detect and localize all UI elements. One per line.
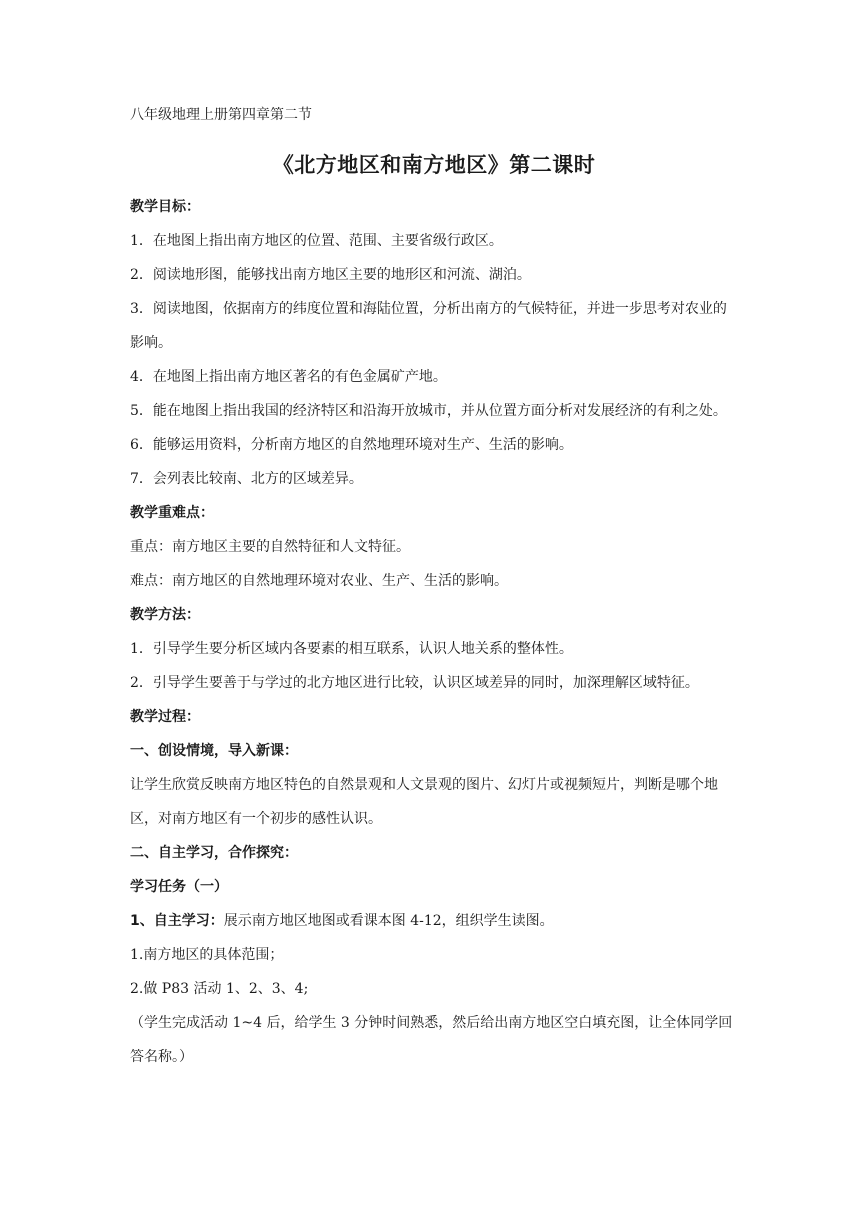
objective-3: 3．阅读地图，依据南方的纬度位置和海陆位置，分析出南方的气候特征，并进一步思考对农业的影响。 (130, 301, 727, 351)
objectives-heading: 教学目标： (130, 199, 200, 215)
objective-4: 4．在地图上指出南方地区著名的有色金属矿产地。 (130, 369, 447, 385)
self-study-text: 展示南方地区地图或看课本图 4-12，组织学生读图。 (223, 913, 554, 929)
section1-text: 让学生欣赏反映南方地区特色的自然景观和人文景观的图片、幻灯片或视频短片，判断是哪个地区，对南方地区有一个初步的感性认识。 (130, 777, 718, 827)
method-1: 1．引导学生要分析区域内各要素的相互联系，认识人地关系的整体性。 (130, 641, 573, 657)
objective-2: 2．阅读地形图，能够找出南方地区主要的地形区和河流、湖泊。 (130, 267, 531, 283)
methods-heading: 教学方法： (130, 607, 200, 623)
section2-heading: 二、自主学习，合作探究： (130, 845, 298, 861)
self-study-line (130, 904, 738, 938)
document-header: 八年级地理上册第四章第二节 (130, 107, 312, 123)
objective-5: 5．能在地图上指出我国的经济特区和沿海开放城市，并从位置方面分析对发展经济的有利之处。 (130, 403, 727, 419)
activity-note: （学生完成活动 1~4 后，给学生 3 分钟时间熟悉，然后给出南方地区空白填充图，让全体同学回答名称。） (130, 1015, 733, 1065)
objective-6: 6．能够运用资料，分析南方地区的自然地理环境对生产、生活的影响。 (130, 437, 573, 453)
key-points-heading: 教学重难点： (130, 505, 214, 521)
document-title: 《北方地区和南方地区》第二课时 (272, 153, 596, 177)
objective-7: 7．会列表比较南、北方的区域差异。 (130, 471, 363, 487)
difficult-point: 难点：南方地区的自然地理环境对农业、生产、生活的影响。 (130, 573, 508, 589)
task1-heading: 学习任务（一） (130, 879, 228, 895)
item-2: 2.做 P83 活动 1、2、3、4; (130, 981, 309, 997)
self-study-label: 1、自主学习： (130, 913, 224, 929)
section1-heading: 一、创设情境，导入新课： (130, 743, 298, 759)
method-2: 2．引导学生要善于与学过的北方地区进行比较，认识区域差异的同时，加深理解区域特征。 (130, 675, 699, 691)
objective-1: 1．在地图上指出南方地区的位置、范围、主要省级行政区。 (130, 233, 503, 249)
key-point: 重点：南方地区主要的自然特征和人文特征。 (130, 539, 410, 555)
process-heading: 教学过程： (130, 709, 200, 725)
item-1: 1.南方地区的具体范围； (130, 947, 284, 963)
document-content (130, 104, 738, 1074)
